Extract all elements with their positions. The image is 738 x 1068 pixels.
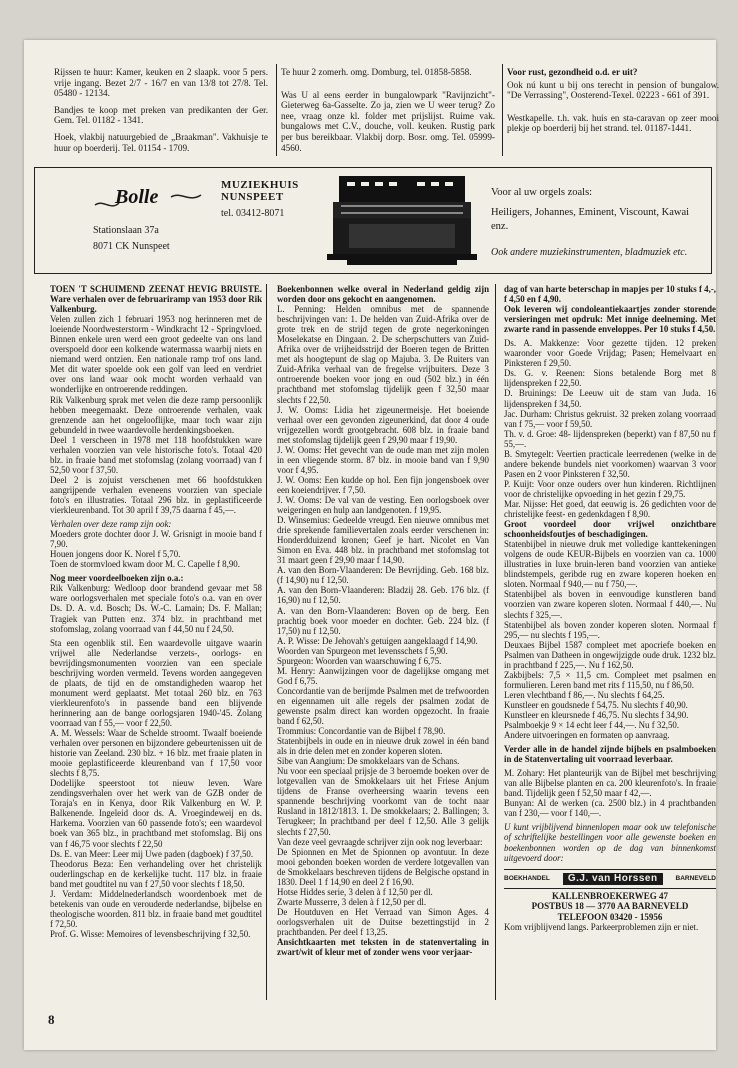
article-paragraph: D. Winsemius: Gedeelde vreugd. Een nieuwe omnibus met drie sprekende familievertalen zoals eerder verschenen in: Honderdduizend kronen; Geef je hart. Nicolet en Van Simon en Eva. 448 blz. in prachtband met stofomslag tot 31 maart geen f 29,90 maar f 14,90. [277,515,489,566]
article-paragraph: A. van den Born-Vlaanderen: Boven op de berg. Een prachtig boek voor moeder en dochter. Geb. 224 blz. (f 17,50) nu f 12,50. [277,605,489,636]
article-paragraph: J. Verdam: Middelnederlandsch woordenboek met de betekenis van oude en verouderde nederlandse, bijbelse en theologische woorden. 811 blz. in fraaie band met goudtitel f 72,50. [50,888,262,929]
article-paragraph: Kunstleer en goudsnede f 54,75. Nu slechts f 40,90. [504,699,688,710]
article-paragraph: Ds. G. v. Reenen: Sions betalende Borg met 8 lijdenspreken f 22,50. [504,368,716,389]
article-paragraph: Concordantie van de berijmde Psalmen met de trefwoorden en eigennamen uit alle regels der psalmen zodat de gewenste psalm direct kan worden opgezocht. In fraaie band f 62,50. [277,685,489,727]
article-paragraph: Andere uitvoeringen en formaten op aanvraag. [504,730,670,741]
article-paragraph: Sta een ogenblik stil. Een waardevolle uitgave waarin vrijwel alle Nederlandse verzets-, oorlogs- en bevrijdingsmonumenten voorzien van een speciale beschrijving worden vermeld. Tevens worden aangegeven de plaats, de tijd en de omstandigheden waarop het monument werd geplaatst. Met totaal 260 blz. en 763 vierkleurenfoto's in passende band een blijvende herinnering aan de bange oorlogsjaren 1940-'45. Zolang voorraad van f 55,— voor f 22,50. [50,637,262,728]
article-paragraph: Statenbijbel in nieuwe druk met volledige kanttekeningen volgens de oude KEUR-Bijbels en voorzien van ca. 1000 illustraties in luxe bruin-leren band voorzien van antieke blindstempels, geribde rug en zware koperen hoeken en sloten. Normaal f 940,— nu f 750,—. [504,539,716,590]
article-paragraph: Deel 1 verscheen in 1978 met 118 hoofdstukken ware verhalen voorzien van vele historische foto's. Totaal 420 blz. in fraaie band met stofomslag (zolang voorraad) van f 52,50 voor f 37,50. [50,434,262,475]
store-phone: tel. 03412-8071 [221,208,285,219]
classified-ad: Te huur 2 zomerh. omg. Domburg, tel. 01858-5858. [281,67,472,77]
article-paragraph: Prof. G. Wisse: Memoires of levensbeschrijving f 32,50. [50,928,251,939]
article-paragraph: J. W. Ooms: Lidia het zigeunermeisje. Het boeiende verhaal over een gevonden zigeunerkind, dat door 4 oude vrijgezellen wordt grootgebracht. 608 blz. in fraaie band met stofomslag tijdelijk geen f 29,90 maar f 19,90. [277,404,489,445]
article-paragraph: Statenbijbel als boven zonder koperen sloten. Normaal f 295,— nu slechts f 195,—. [504,619,716,640]
column-divider [276,64,277,156]
article-paragraph: Ds. E. van Meer: Leer mij Uwe paden (dagboek) f 37,50. [50,848,254,859]
article-paragraph: Statenbijbel als boven in eenvoudige kunstleren band voorzien van zware koperen sloten. Normaal f 440,—. Nu slechts f 325,—. [504,589,716,620]
classified-ad: Hoek, vlakbij natuurgebied de „Braakman". Vakhuisje te huur op boerderij. Tel. 01154 - 1709. [54,131,268,153]
column-divider [502,64,503,156]
article-paragraph: Ds. A. Makkenze: Voor gezette tijden. 12 preken waaronder voor Goede Vrijdag; Pasen; Hemelvaart en Pinksteren f 29,50. [504,338,716,369]
article-column-3 [504,284,716,932]
article-paragraph: J. W. Ooms: De val van de vesting. Een oorlogsboek over weigeringen en hulp aan landgenoten. f 19,95. [277,494,489,516]
column-divider [266,284,267,1000]
other-instruments: Ook andere muziekinstrumenten, bladmuziek etc. [491,247,688,258]
article-paragraph: M. Zohary: Het planteurijk van de Bijbel met beschrijving van alle Bijbelse planten en ca. 200 kleurenfoto's. In fraaie band. Tijdelijk geen f 52,50 maar f 42,—. [504,768,716,799]
article-paragraph: J. W. Ooms: Een kudde op hol. Een fijn jongensboek over een koeiendrijver. f 7,50. [277,474,489,495]
article-paragraph: Groot voordeel door vrijwel onzichtbare schoonheidsfoutjes of beschadigingen. [504,519,716,540]
article-paragraph: TOEN 'T SCHUIMEND ZEENAT HEVIG BRUISTE. Ware verhalen over de februariramp van 1953 door Rik Valkenburg. [50,284,263,315]
classifieds-column-1 [54,67,268,159]
classified-ad: Westkapelle. t.h. vak. huis en sta-caravan op zeer mooi plekje op boerderij bij het strand. tel. 01187-1441. [507,112,719,134]
classified-ad: Was U al eens eerder in bungalowpark "Ravijnzicht"-Gieterweg 6a-Gasselte. Zo ja, zien we U weer terug? Zo nee, vraag onze kl. folder met prijslijst. Ruime vak. bungalows met C.V., douche, voll. keuken. Rustig park per bus bereikbaar. Vlakbij dorp. Bosr. omg. Tel. 05999-4560. [281,89,495,153]
article-paragraph: Verder alle in de handel zijnde bijbels en psalmboeken in de Statenvertaling uit voorraad leverbaar. [504,744,716,765]
article-paragraph: Leren vlechtband f 86,—. Nu slechts f 64,25. [504,689,665,700]
article-paragraph: Deel 2 is zojuist verschenen met 66 hoofdstukken aangrijpende verhalen eveneens voorzien van speciale foto's en illustraties. Totaal 296 blz. in geplastificeerde vierkleurenband. Tot 30 april f 39,75 daarna f 45,—. [50,474,262,516]
classified-heading: Voor rust, gezondheid o.d. er uit? [507,67,638,77]
article-paragraph: Velen zullen zich 1 februari 1953 nog herinneren met de loeiende Noordwesterstorm - Windkracht 12 - Springvloed. Binnen enkele uren werd een groot gedeelte van ons land overspoeld door een kolkende watermassa waarbij niets en niemand werd ontzien. Een nationale ramp trof ons land. Met dit water spoelde ook een golf van leed en verdriet over ons land waar ook mocht worden verhaald van wonderlijke en ontroerende reddingen. [50,314,262,395]
article-paragraph: Rik Valkenburg: Wedloop door brandend gevaar met 58 ware oorlogsverhalen met speciale foto's o.a. van en over Ds. D. A. v.d. Bosch; Ds. W.-C. Lamain; Ds. F. Mallan; Tragiek van Putten enz. 374 blz. in prachtband met stofomslag, zolang voorraad van f 44,50 nu f 24,50. [50,583,262,634]
article-paragraph: Verhalen over deze ramp zijn ook: [50,519,172,530]
store-name: MUZIEKHUIS NUNSPEET [221,179,299,203]
article-paragraph: Nog meer voordeelboeken zijn o.a.: [50,573,184,584]
organ-illustration [327,172,477,267]
store-address: Stationslaan 37a 8071 CK Nunspeet [93,225,170,252]
article-paragraph: Statenbijbels in oude en in nieuwe druk zowel in één band als in drie delen met en zonder koperen sloten. [277,736,489,757]
article-paragraph: J. W. Ooms: Het gevecht van de oude man met zijn molen in een vliegende storm. 87 blz. in mooie band van f 9,90 voor f 4,95. [277,444,489,475]
article-paragraph: Deuxaes Bijbel 1587 compleet met apocriefe boeken en Psalmen van Datheen in ongewijzigde oude druk. 1232 blz. in prachtband f 225,—. Nu f 162,50. [504,639,716,670]
music-store-ad [34,167,712,274]
article-paragraph: Dodelijke speerstoot tot nieuw leven. Ware zendingsverhalen over het werk van de GZB onder de Toraja's en in Kenya, door Rik Valkenburg en W. P. Balkenende. Ingeleid door ds. A. Vroegindeweij en ds. Harkema. Voorzien van 60 passende foto's; een waardevol boek van 365 blz., in prachtband met stofomslag. Bij ons van f 46,75 voor slechts f 22,50 [50,778,262,849]
article-paragraph: Mar. Nijsse: Het goed, dat eeuwig is. 26 gedichten voor de christelijke feest- en gedenkdagen f 8,90. [504,498,716,520]
article-paragraph: Theodorus Beza: Een verhandeling over het christelijk ouderlingschap en de kerkelijke tucht. 117 blz. in fraaie band met goudtitel nu van f 27,50 voor slechts f 18,50. [50,858,262,889]
article-paragraph: Ook leveren wij condoleantiekaartjes zonder storende versieringen met opdruk: Met innige deelneming. Met zwarte rand in passende enveloppes. Per 10 stuks f 4,50. [504,304,716,335]
article-paragraph: Th. v. d. Groe: 48- lijdenspreken (beperkt) van f 87,50 nu f 55,—. [504,428,716,449]
article-paragraph: dag of van harte beterschap in mapjes per 10 stuks f 4,-, f 4,50 en f 4,90. [504,284,716,305]
bookshop-address: KALLENBROEKERWEG 47 POSTBUS 18 — 3770 AA BARNEVELD TELEFOON 03420 - 15956 [531,890,689,922]
article-paragraph: Kunstleer en kleursnede f 46,75. Nu slechts f 34,90. [504,709,689,720]
classified-ad: Ook nú kunt u bij ons terecht in pension of bungalow. "De Verrassing", Oosterend-Texel. 02223 - 661 of 391. [507,79,719,101]
store-logo [93,181,203,215]
article-paragraph: Boekenbonnen welke overal in Nederland geldig zijn worden door ons gekocht en aangenomen. [277,284,489,305]
article-paragraph: A. M. Wessels: Waar de Schelde stroomt. Twaalf boeiende verhalen over personen en bijzondere gebeurtenissen uit de historie van Zeeland. 230 blz. + 16 blz. met fraaie platen in mooie geplastificeerde kleurenband van f 17,50 voor slechts f 8,75. [50,728,262,779]
article-paragraph: Woorden van Spurgeon met levensschets f 5,90. [277,645,448,656]
article-column-1 [50,284,262,939]
classified-ad: Bandjes te koop met preken van predikanten der Ger. Gem. Tel. 01182 - 1341. [54,104,268,126]
article-paragraph: De Spionnen en Met de Spionnen op avontuur. In deze mooi gebonden boeken worden de verdere lotgevallen van de Smokkelaars beschreven tijdens de Belgische opstand in 1830. Deel 1 f 14,90 en deel 2 f 16,90. [277,846,489,887]
article-paragraph: U kunt vrijblijvend binnenlopen maar ook uw telefonische of schriftelijke bestellingen voor alle gewenste boeken en boekenbonnen worden op de dag van binnenkomst uitgevoerd door: [504,822,716,863]
article-paragraph: Moeders grote dochter door J. W. Grisnigt in mooie band f 7,90. [50,529,262,550]
bookshop-note: Kom vrijblijvend langs. Parkeerproblemen zijn er niet. [504,922,699,933]
article-paragraph: P. Kuijt: Voor onze ouders over hun kinderen. Richtlijnen voor de christelijke opvoeding in het gezin f 29,75. [504,478,716,499]
article-paragraph: Zwarte Musserre, 3 delen à f 12,50 per dl. [277,896,427,907]
article-paragraph: Spurgeon: Woorden van waarschuwing f 6,75. [277,655,442,666]
classifieds-column-2 [281,67,495,159]
article-paragraph: L. Penning: Helden omnibus met de spannende beschrijvingen van: 1. De helden van Zuid-Afrika over de grote trek en de strijd tegen de grote negerkoningen Moselekatse en Dingaan. 2. De scherpschutters van Zuid-Afrika over de vrijheidsstrijd der Boeren tegen de Britten met als hoogtepunt de slag op Majuba. 3. De Ruiters van Zuid-Afrika verhaal van de fregelse vrijbuiters. Deze 3 ontroerende boeken voor jong en oud (502 blz.) in één prachtband met stofomslag tijdelijk geen f 32,50 maar slechts f 22,50. [277,304,489,405]
article-paragraph: Rik Valkenburg sprak met velen die deze ramp persoonlijk hebben meegemaakt. Deze ontroerende verhalen, vaak grenzende aan het ongelooflijke, maar toch waar zijn gebundeld in twee waardevolle herdenkingsboeken. [50,394,262,435]
article-paragraph: Houen jongens door K. Norel f 5,70. [50,549,181,560]
article-paragraph: Trommius: Concordantie van de Bijbel f 78,90. [277,726,446,737]
article-paragraph: D. Bruinings: De Leeuw uit de stam van Juda. 16 lijdenspreken f 34,50. [504,388,716,409]
article-paragraph: A. van den Born-Vlaanderen: De Bevrijding. Geb. 168 blz. (f 14,90) nu f 12,50. [277,565,489,586]
article-paragraph: Ansichtkaarten met teksten in de statenvertaling in zwart/wit of kleur met of zonder wens voor verjaar- [277,937,489,958]
article-paragraph: Zakbijbels: 7,5 × 11,5 cm. Compleet met psalmen en formulieren. Leren band met rits f 115,50, nu f 86,50. [504,669,716,690]
organ-brands: Voor al uw orgels zoals: Heiligers, Johannes, Eminent, Viscount, Kawai enz. [491,187,690,232]
article-paragraph: Sibe van Aangium: De smokkelaars van de Schans. [277,756,460,767]
article-paragraph: Hotse Hiddes serie, 3 delen à f 12,50 per dl. [277,886,433,897]
column-divider [495,284,496,1000]
article-paragraph: Van deze veel gevraagde schrijver zijn ook nog leverbaar: [277,836,483,847]
article-paragraph: A. P. Wisse: De Jehovah's getuigen aangeklaagd f 14,90. [277,635,478,646]
article-paragraph: Bunyan: Al de werken (ca. 2500 blz.) in 4 prachtbanden van f 230,— voor f 140,—. [504,798,716,819]
article-paragraph: B. Smytegelt: Veertien practicale leerredenen (welke in de andere bekende bundels niet voorkomen) waarvan 3 voor Pasen en 2 voor Pinksteren f 32,50. [504,448,716,479]
article-paragraph: De Houtduven en Het Verraad van Simon Ages. 4 oorlogsverhalen uit de Duitse bezettingstijd in 2 prachtbanden. Per deel f 13,25. [277,906,489,937]
article-paragraph: Jac. Durham: Christus gekruist. 32 preken zolang voorraad van f 75,— voor f 59,50. [504,408,716,429]
classifieds-column-3 [507,67,719,140]
article-paragraph: A. van den Born-Vlaanderen: Bladzij 28. Geb. 176 blz. (f 16,90) nu f 12,50. [277,585,489,606]
classified-ad: Rijssen te huur: Kamer, keuken en 2 slaapk. voor 5 pers. vrije ingang. Bezet 2/7 - 16/7 en van 13/8 tot 27/8. Tel. 05480 - 12134. [54,67,268,99]
article-paragraph: Psalmboekje 9 × 14 echt leer f 44,—. Nu f 32,50. [504,720,680,731]
article-column-2 [277,284,489,957]
article-paragraph: Toen de stormvloed kwam door M. C. Capelle f 8,90. [50,559,240,570]
bookshop-logo: BOEKHANDEL G.J. van Horssen BARNEVELD [504,869,716,889]
article-paragraph: Nu voor een speciaal prijsje de 3 beroemde boeken over de lotgevallen van de Smokkelaars uit het Friese Anjum tijdens de Franse overheersing waarin tevens een spannende beschrijving voorkomt van de tocht naar Rusland in 1812/1813. 1. De smokkelaars; 2. Ballingen; 3. Terugkeer; In prachtband per deel f 12,50. Alle 3 gelijk slechts f 27,50. [277,766,489,837]
article-paragraph: M. Henry: Aanwijzingen voor de dagelijkse omgang met God f 6,75. [277,665,489,686]
page-number: 8 [48,1012,55,1027]
logo-text: Bolle [115,186,159,208]
